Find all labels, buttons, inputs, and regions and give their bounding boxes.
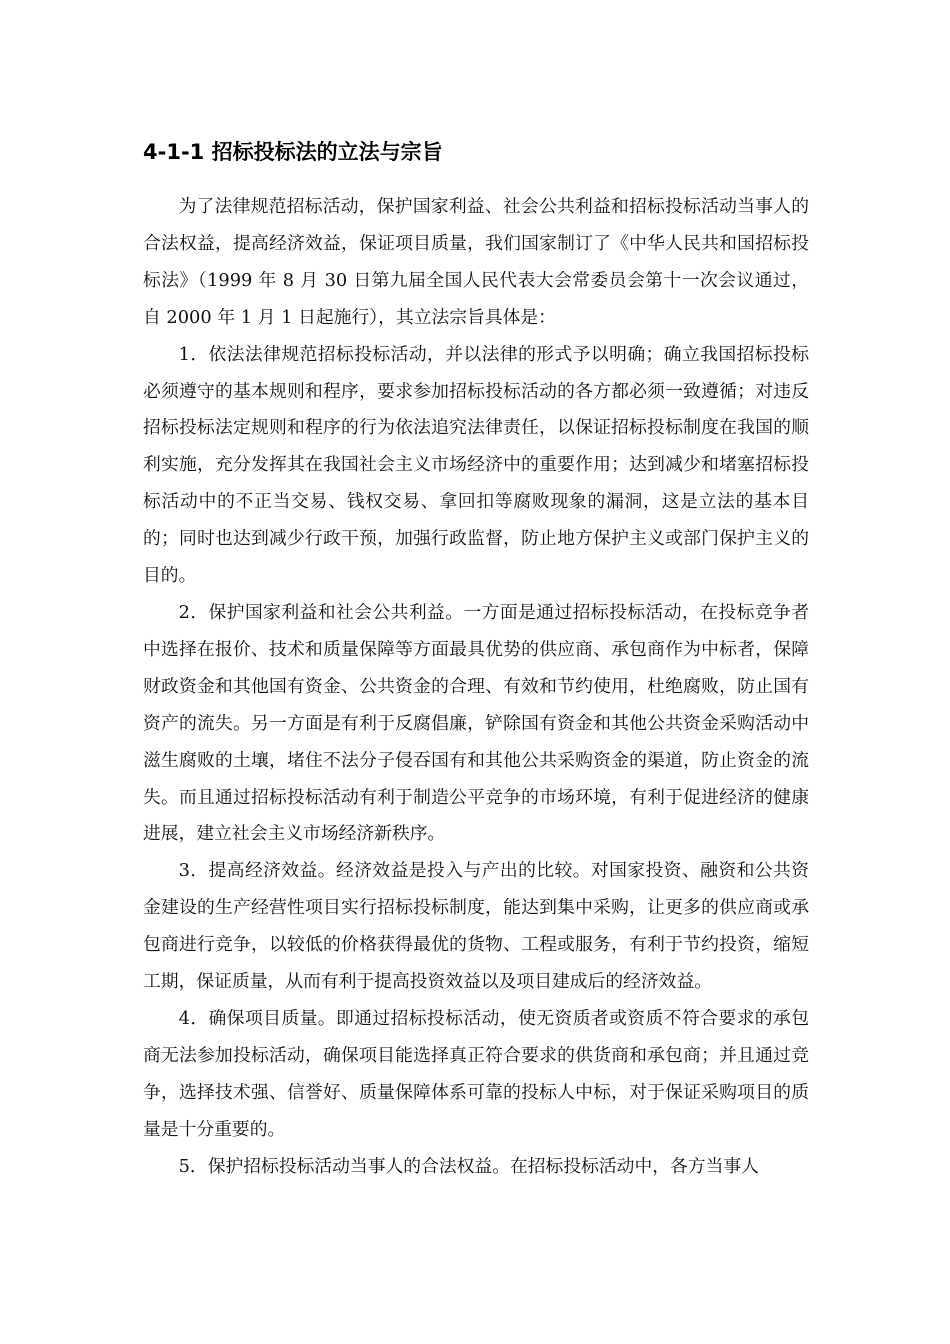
purpose-item-2: 2．保护国家利益和社会公共利益。一方面是通过招标投标活动，在投标竞争者中选择在报价、技术和质量保障等方面最具优势的供应商、承包商作为中标者，保障财政资金和其他国有资金、公共资金的合理、有效和节约使用，杜绝腐败，防止国有资产的流失。另一方面是有利于反腐倡廉，铲除国有资金和其他公共资金采购活动中滋生腐败的土壤，堵住不法分子侵吞国有和其他公共采购资金的渠道，防止资金的流失。而且通过招标投标活动有利于制造公平竞争的市场环境，有利于促进经济的健康进展，建立社会主义市场经济新秩序。	[143, 601, 809, 845]
intro-paragraph: 为了法律规范招标活动，保护国家利益、社会公共利益和招标投标活动当事人的合法权益，提高经济效益，保证项目质量，我们国家制订了《中华人民共和国招标投标法》（1999 年 8 月 30 日第九届全国人民代表大会常委员会第十一次会议通过，自 2000 年 1 月 1 日起施行），其立法宗旨具体是：	[143, 196, 809, 328]
purpose-item-3: 3．提高经济效益。经济效益是投入与产出的比较。对国家投资、融资和公共资金建设的生产经营性项目实行招标投标制度，能达到集中采购，让更多的供应商或承包商进行竞争，以较低的价格获得最优的货物、工程或服务，有利于节约投资，缩短工期，保证质量，从而有利于提高投资效益以及项目建成后的经济效益。	[143, 860, 809, 993]
purpose-item-1: 1．依法法律规范招标投标活动，并以法律的形式予以明确；确立我国招标投标必须遵守的基本规则和程序，要求参加招标投标活动的各方都必须一致遵循；对违反招标投标法定规则和程序的行为依法追究法律责任，以保证招标投标制度在我国的顺利实施，充分发挥其在我国社会主义市场经济中的重要作用；达到减少和堵塞招标投标活动中的不正当交易、钱权交易、拿回扣等腐败现象的漏洞，这是立法的基本目的；同时也达到减少行政干预，加强行政监督，防止地方保护主义或部门保护主义的目的。	[143, 343, 809, 587]
section-heading: 4-1-1 招标投标法的立法与宗旨	[143, 140, 443, 164]
document-body	[143, 189, 809, 1185]
purpose-item-4: 4．确保项目质量。即通过招标投标活动，使无资质者或资质不符合要求的承包商无法参加投标活动，确保项目能选择真正符合要求的供货商和承包商；并且通过竞争，选择技术强、信誉好、质量保障体系可靠的投标人中标，对于保证采购项目的质量是十分重要的。	[143, 1007, 809, 1140]
purpose-item-5: 5．保护招标投标活动当事人的合法权益。在招标投标活动中，各方当事人	[178, 1155, 759, 1177]
